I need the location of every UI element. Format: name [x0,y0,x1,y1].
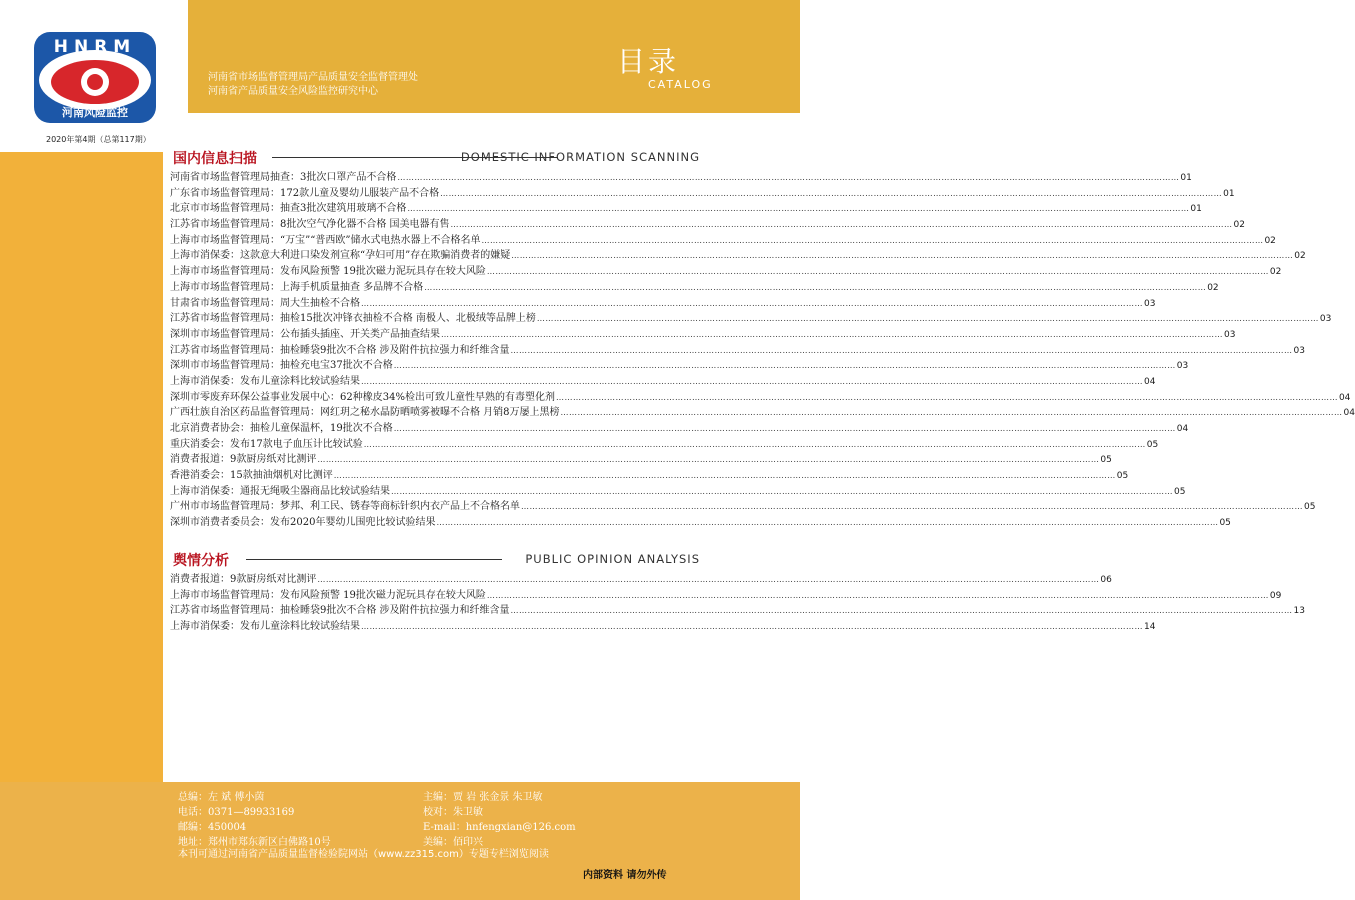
dot-leader [436,518,1218,527]
toc-entry-title: 上海市消保委：这款意大利进口染发剂宣称“孕妇可用”存在欺骗消费者的嫌疑 [170,250,511,262]
toc-entry[interactable] [170,586,1282,602]
toc-entry[interactable] [170,246,1306,262]
toc-entry-title: 上海市市场监督管理局：发布风险预警 19批次磁力泥玩具存在较大风险 [170,266,486,278]
dot-leader [561,408,1343,417]
address: 地址：郑州市郑东新区白佛路10号 [178,837,331,848]
dot-leader [556,393,1338,402]
toc-entry-page: 13 [1293,606,1305,617]
editor: 主编：贾 岩 张金景 朱卫敏 [423,792,543,803]
toc-entry-page: 14 [1144,622,1156,633]
internal-notice: 内部资料 请勿外传 [583,870,667,881]
dot-leader [317,575,1099,584]
hnrm-logo [32,30,158,125]
dot-leader [521,502,1303,511]
dot-leader [407,204,1189,213]
toc-entry-title: 北京消费者协会：抽检儿童保温杯，19批次不合格 [170,423,393,434]
toc-entry[interactable] [170,199,1202,215]
chief-editor: 总编：左 斌 傅小茵 [178,792,265,803]
toc-entry-title: 消费者报道：9款厨房纸对比测评 [170,574,317,585]
toc-entry-page: 04 [1176,424,1189,434]
toc-entry-title: 江苏省市场监督管理局：抽检睡袋9批次不合格 涉及附件抗拉强力和纤维含量 [170,605,510,617]
toc-entry-page: 05 [1304,502,1316,513]
toc-entry-page: 01 [1180,173,1192,183]
toc-entry-title: 江苏省市场监督管理局：抽检15批次冲锋衣抽检不合格 南极人、北极绒等品牌上榜 [170,313,536,325]
dot-leader [451,220,1233,229]
dot-leader [394,424,1176,433]
phone: 电话：0371—89933169 [178,807,295,818]
toc-entry[interactable] [170,262,1282,278]
toc-entry-page: 03 [1319,314,1332,325]
dot-leader [317,455,1099,464]
org-line-1: 河南省市场监督管理局产品质量安全监督管理处 [208,72,418,83]
toc-entry[interactable] [170,466,1129,482]
toc-entry-page: 02 [1269,267,1282,278]
toc-entry[interactable] [170,372,1156,388]
toc-entry[interactable] [170,617,1156,633]
toc-entry-page: 03 [1144,298,1156,309]
toc-entry-page: 03 [1293,345,1305,356]
toc-entry-title: 广东省市场监督管理局：172款儿童及婴幼儿服装产品不合格 [170,187,440,199]
dot-leader [511,251,1293,260]
dot-leader [361,622,1143,631]
toc-entry[interactable] [170,215,1245,231]
dot-leader [487,591,1269,600]
toc-entry-title: 上海市市场监督管理局：“万宝”“普西欧”储水式电热水器上不合格名单 [170,234,481,246]
toc-entry[interactable] [170,231,1276,247]
toc-entry-page: 01 [1223,188,1235,199]
dot-leader [481,236,1263,245]
toc-entry-page: 05 [1146,439,1159,450]
section-opinion [170,550,1305,633]
toc-entry-page: 06 [1100,575,1112,585]
toc-entry-page: 02 [1264,235,1276,246]
dot-leader [487,267,1269,276]
dot-leader [334,471,1116,480]
section-header [170,550,710,568]
toc-entry[interactable] [170,341,1305,357]
toc-entry-page: 05 [1116,471,1129,482]
toc-entry-page: 02 [1233,220,1245,231]
toc-entry[interactable] [170,601,1305,617]
toc-entry-title: 深圳市市场监督管理局：抽检充电宝37批次不合格 [170,360,393,372]
toc-entry-page: 09 [1269,590,1282,601]
header-band [188,0,800,113]
left-color-band [0,152,163,782]
dot-leader [397,173,1179,182]
toc-entry-title: 上海市消保委：发布儿童涂料比较试验结果 [170,375,360,387]
toc-entry-title: 消费者报道：9款厨房纸对比测评 [170,454,317,466]
dot-leader [424,283,1206,292]
toc-entry-page: 02 [1207,282,1219,293]
logo-subtitle: 河南风险监控 [62,106,128,119]
dot-leader [394,361,1176,370]
toc-entry-title: 上海市消保委：发布儿童涂料比较试验结果 [170,621,360,633]
toc-entry-title: 深圳市市场监督管理局：公布插头插座、开关类产品抽查结果 [170,328,440,340]
issue-number: 2020年第4期（总第117期） [46,135,151,144]
toc-entry[interactable] [170,278,1219,294]
toc-entry-title: 北京市市场监督管理局：抽查3批次建筑用玻璃不合格 [170,203,407,215]
section-domestic [170,148,1355,529]
email: E-mail：hnfengxian@126.com [423,822,576,833]
section-header [170,148,710,166]
toc-entry-title: 河南省市场监督管理局抽查：3批次口罩产品不合格 [170,172,397,183]
toc-entry[interactable] [170,168,1192,184]
toc-entry-page: 05 [1219,518,1231,529]
toc-entry-page: 03 [1176,361,1189,372]
toc-list [170,168,1355,529]
toc-entry-title: 广西壮族自治区药品监督管理局：网红玥之秘水晶防晒喷雾被曝不合格 月销8万屡上黑榜 [170,407,560,419]
toc-entry-title: 香港消委会：15款抽油烟机对比测评 [170,470,333,482]
toc-entry[interactable] [170,419,1189,435]
logo-letters: HNRM [53,37,137,57]
art-editor: 美编：佰印兴 [423,837,483,848]
toc-entry[interactable] [170,450,1112,466]
catalog-subtitle: CATALOG [648,78,713,91]
toc-entry-page: 05 [1174,486,1186,497]
toc-entry-title: 重庆消委会：发布17款电子血压计比较试验 [170,438,363,450]
section-title-cn: 舆情分析 [173,553,229,569]
postcode: 邮编：450004 [178,822,247,833]
toc-entry[interactable] [170,388,1351,404]
toc-list [170,570,1305,633]
toc-entry-page: 05 [1100,455,1112,466]
toc-entry-page: 04 [1338,392,1351,403]
toc-entry[interactable] [170,184,1235,200]
dot-leader [537,314,1319,323]
toc-entry[interactable] [170,570,1112,586]
dot-leader [364,440,1146,449]
website-notice: 本刊可通过河南省产品质量监督检验院网站（www.zz315.com）专题专栏浏览阅读 [178,849,549,860]
toc-entry-page: 01 [1190,204,1202,215]
toc-entry-title: 上海市消保委：通报无绳吸尘器商品比较试验结果 [170,485,390,497]
toc-entry[interactable] [170,356,1189,372]
dot-leader [440,189,1222,198]
proofreader: 校对：朱卫敏 [423,807,483,818]
dot-leader [441,330,1223,339]
toc-entry-title: 甘肃省市场监督管理局：周大生抽检不合格 [170,297,360,309]
toc-entry-title: 上海市市场监督管理局：发布风险预警 19批次磁力泥玩具存在较大风险 [170,589,486,601]
section-title-en: PUBLIC OPINION ANALYSIS [525,552,700,566]
toc-entry-page: 04 [1144,376,1156,387]
toc-entry-page: 03 [1224,329,1236,340]
section-title-en: DOMESTIC INFORMATION SCANNING [460,150,700,164]
toc-entry-title: 深圳市消费者委员会：发布2020年婴幼儿围兜比较试验结果 [170,517,436,529]
toc-entry[interactable] [170,482,1186,498]
dot-leader [511,606,1293,615]
toc-entry[interactable] [170,294,1156,310]
toc-entry-page: 02 [1294,251,1306,262]
section-divider [246,559,502,560]
footer-band [0,782,800,900]
dot-leader [361,299,1143,308]
toc-entry[interactable] [170,309,1332,325]
dot-leader [511,346,1293,355]
toc-entry[interactable] [170,513,1231,529]
catalog-title: 目录 [617,45,680,78]
section-title-cn: 国内信息扫描 [173,151,257,167]
toc-entry[interactable] [170,403,1355,419]
toc-entry[interactable] [170,325,1236,341]
toc-entry-title: 深圳市零废弃环保公益事业发展中心：62种橡皮34%检出可致儿童性早熟的有毒塑化剂 [170,391,555,403]
right-margin-strip [764,152,800,782]
toc-entry-title: 广州市市场监督管理局：梦邦、利工民、锈春等商标针织内衣产品上不合格名单 [170,501,520,513]
org-line-2: 河南省产品质量安全风险监控研究中心 [208,86,378,97]
dot-leader [361,377,1143,386]
toc-entry[interactable] [170,435,1159,451]
toc-entry-page: 04 [1343,408,1355,419]
toc-entry-title: 江苏省市场监督管理局：8批次空气净化器不合格 国美电器有售 [170,219,450,231]
toc-entry[interactable] [170,497,1316,513]
toc-entry-title: 上海市市场监督管理局：上海手机质量抽查 多品牌不合格 [170,281,424,293]
toc-entry-title: 江苏省市场监督管理局：抽检睡袋9批次不合格 涉及附件抗拉强力和纤维含量 [170,344,510,356]
dot-leader [391,487,1173,496]
